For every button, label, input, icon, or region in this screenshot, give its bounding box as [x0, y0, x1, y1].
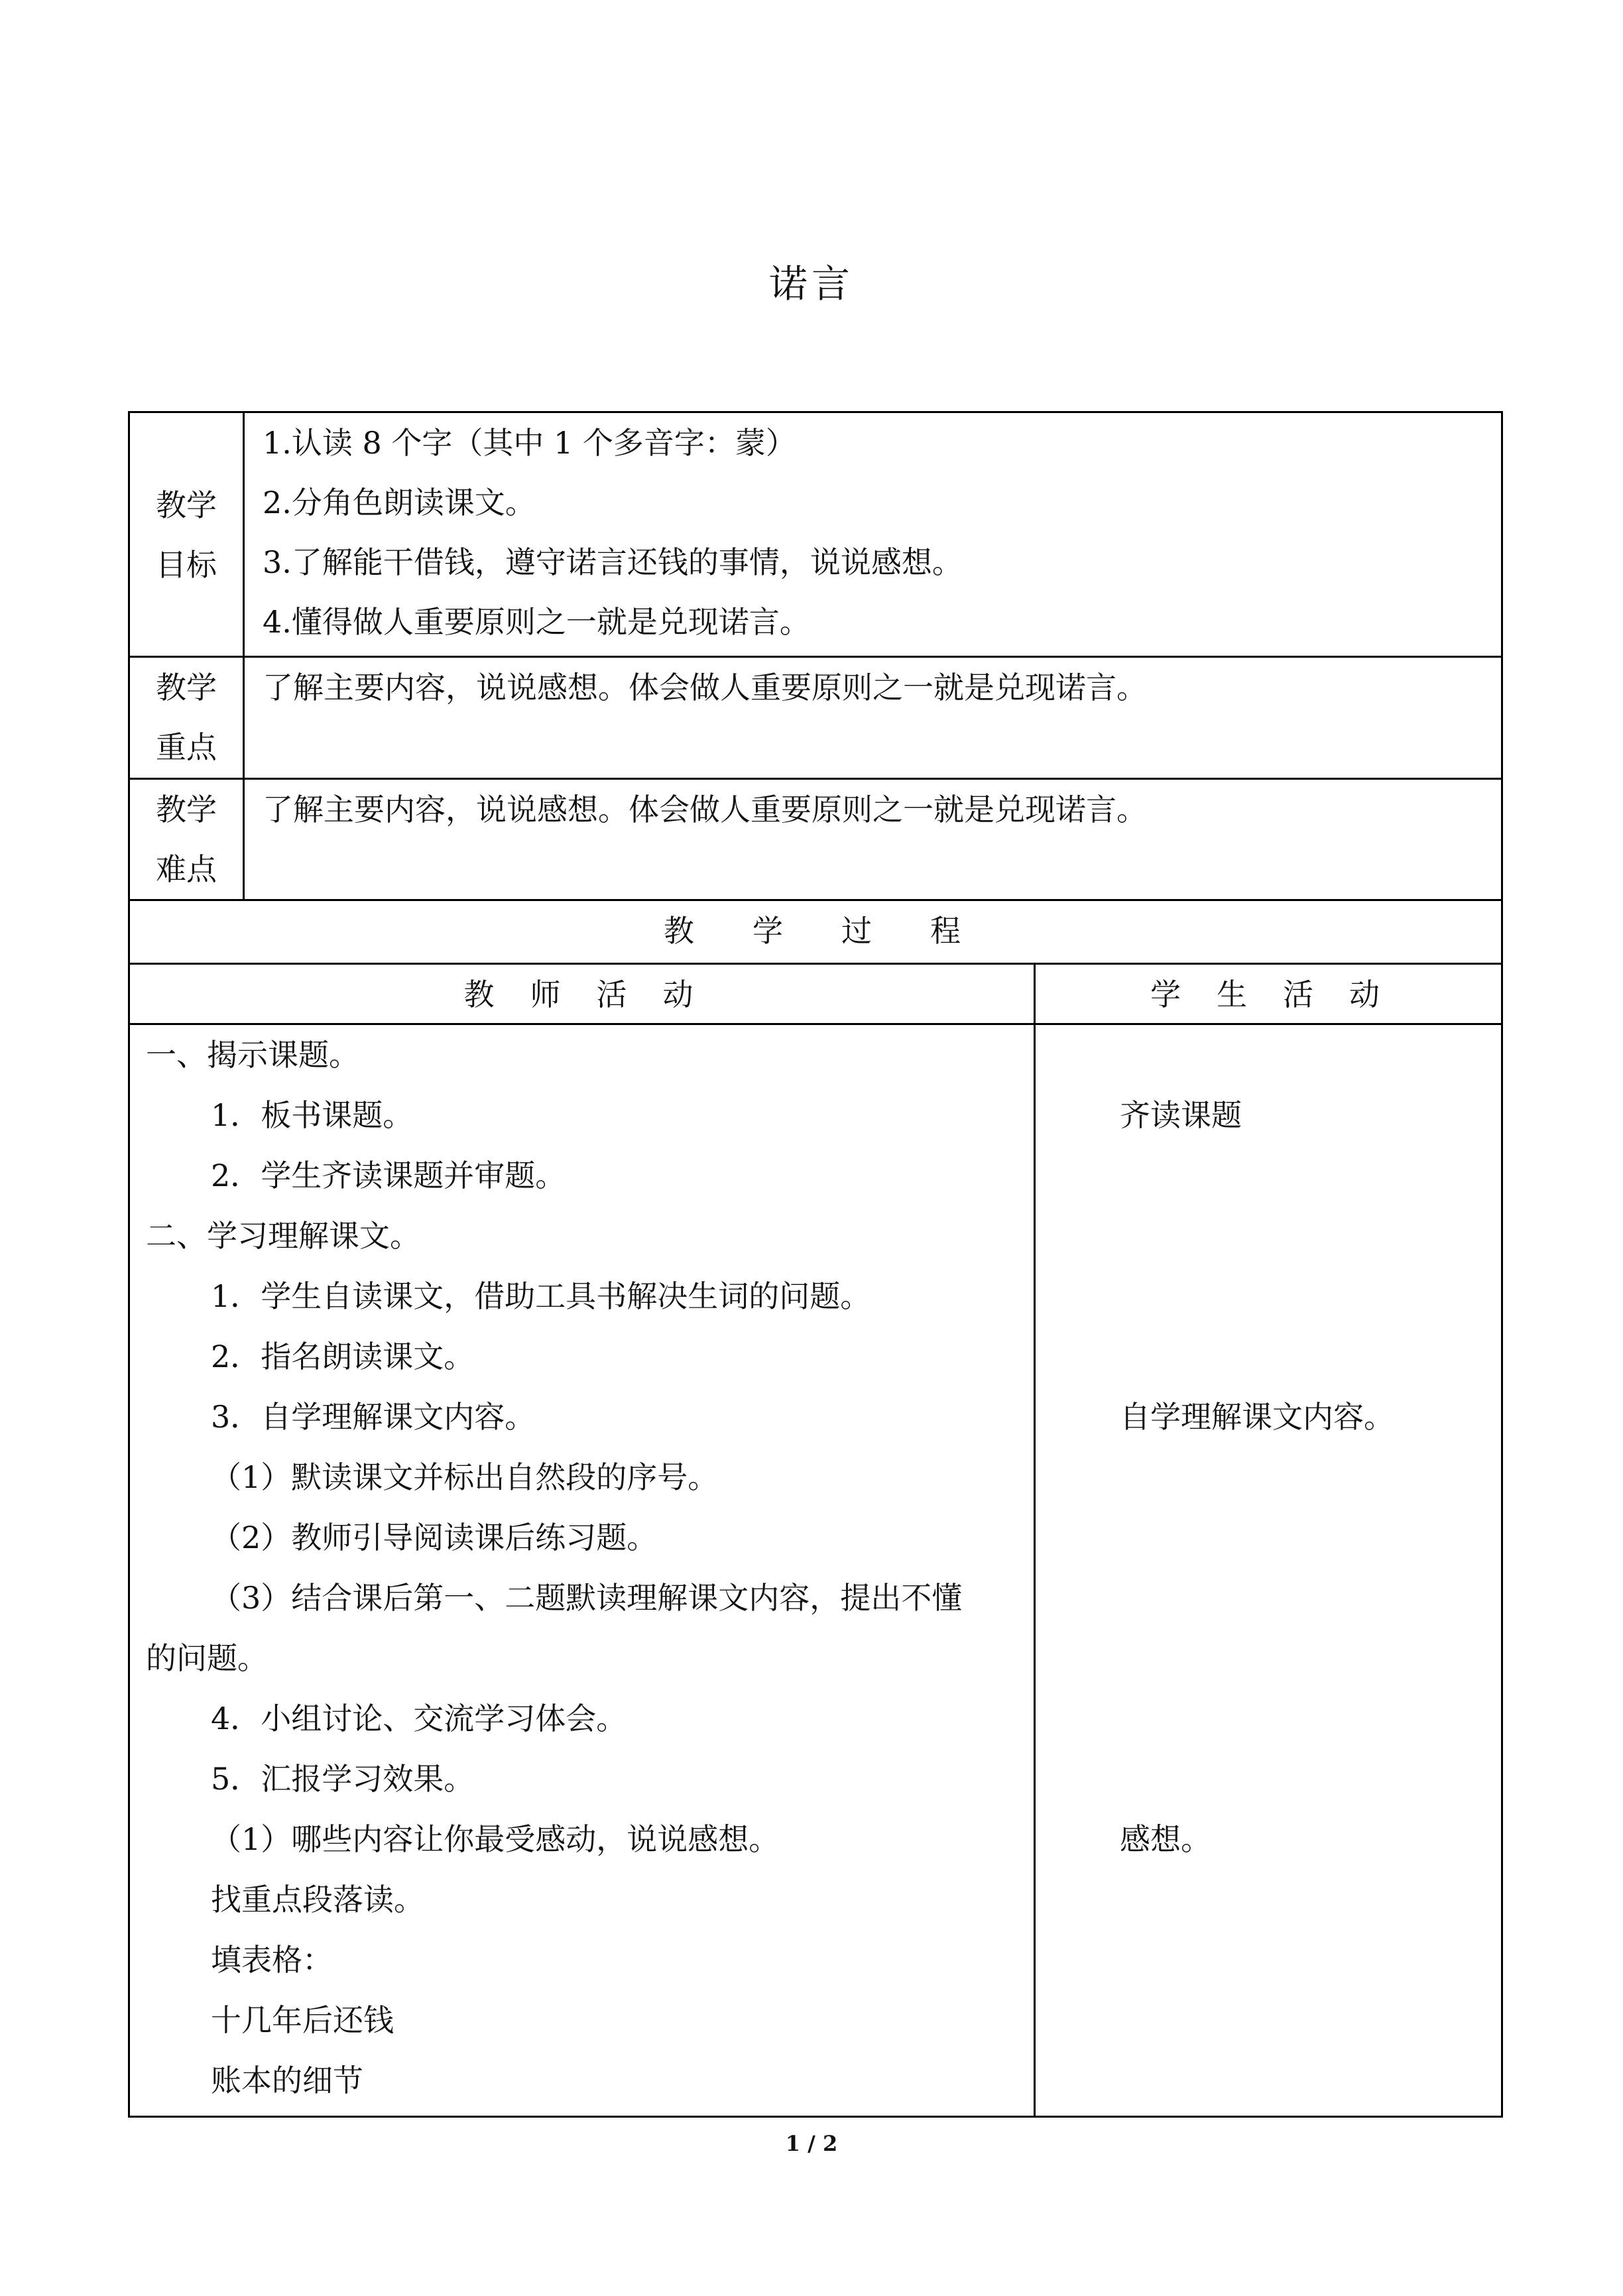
objective-item: 2.分角色朗读课文。 — [263, 485, 536, 520]
teacher-line: 2．学生齐读课题并审题。 — [211, 1158, 566, 1193]
student-activity-item: 齐读课题 — [1120, 1097, 1242, 1133]
teacher-line: 1．学生自读课文，借助工具书解决生词的问题。 — [211, 1278, 871, 1314]
teacher-line: 账本的细节 — [211, 2063, 363, 2098]
process-header: 教 学 过 程 — [664, 913, 967, 949]
teacher-line: 填表格： — [211, 1942, 333, 1978]
objective-item: 1.认读 8 个字（其中 1 个多音字：蒙） — [263, 425, 796, 461]
teacher-line: 3．自学理解课文内容。 — [211, 1399, 536, 1435]
objective-item: 4.懂得做人重要原则之一就是兑现诺言。 — [263, 604, 810, 640]
teacher-line: （2）教师引导阅读课后练习题。 — [211, 1520, 658, 1555]
teacher-line: 5．汇报学习效果。 — [211, 1761, 475, 1797]
key-points-text: 了解主要内容，说说感想。体会做人重要原则之一就是兑现诺言。 — [263, 670, 1147, 705]
lesson-plan-table — [128, 411, 1503, 2118]
page-number: 1 / 2 — [785, 2131, 838, 2156]
teacher-activity-header: 教 师 活 动 — [463, 977, 700, 1012]
teacher-line: 一、揭示课题。 — [146, 1037, 359, 1073]
teacher-line: （3）结合课后第一、二题默读理解课文内容，提出不懂 — [211, 1580, 963, 1616]
teacher-line: （1）哪些内容让你最受感动，说说感想。 — [211, 1821, 780, 1857]
teacher-line: 的问题。 — [146, 1640, 268, 1676]
objectives-label: 教学 目标 — [156, 487, 217, 583]
teacher-activities — [146, 1025, 962, 2111]
objective-item: 3.了解能干借钱，遵守诺言还钱的事情，说说感想。 — [263, 544, 963, 580]
activity-column-divider — [1034, 963, 1036, 2118]
label-column-divider — [243, 413, 245, 901]
difficulties-label: 教学 难点 — [156, 792, 217, 887]
teacher-line: 2．指名朗读课文。 — [211, 1339, 475, 1374]
objectives-list — [263, 413, 963, 652]
student-activity-header: 学 生 活 动 — [1150, 977, 1386, 1012]
teacher-line: 十几年后还钱 — [211, 2002, 394, 2038]
teacher-line: 1．板书课题。 — [211, 1097, 414, 1133]
student-activity-item: 自学理解课文内容。 — [1120, 1399, 1394, 1435]
document-title: 诺言 — [768, 261, 854, 306]
teacher-line: 4．小组讨论、交流学习体会。 — [211, 1701, 627, 1736]
teacher-line: 二、学习理解课文。 — [146, 1218, 420, 1254]
teacher-line: （1）默读课文并标出自然段的序号。 — [211, 1459, 719, 1495]
difficulties-text: 了解主要内容，说说感想。体会做人重要原则之一就是兑现诺言。 — [263, 792, 1147, 827]
student-activity-item: 感想。 — [1120, 1821, 1211, 1857]
teacher-line: 找重点段落读。 — [211, 1882, 424, 1917]
key-points-label: 教学 重点 — [156, 670, 217, 765]
